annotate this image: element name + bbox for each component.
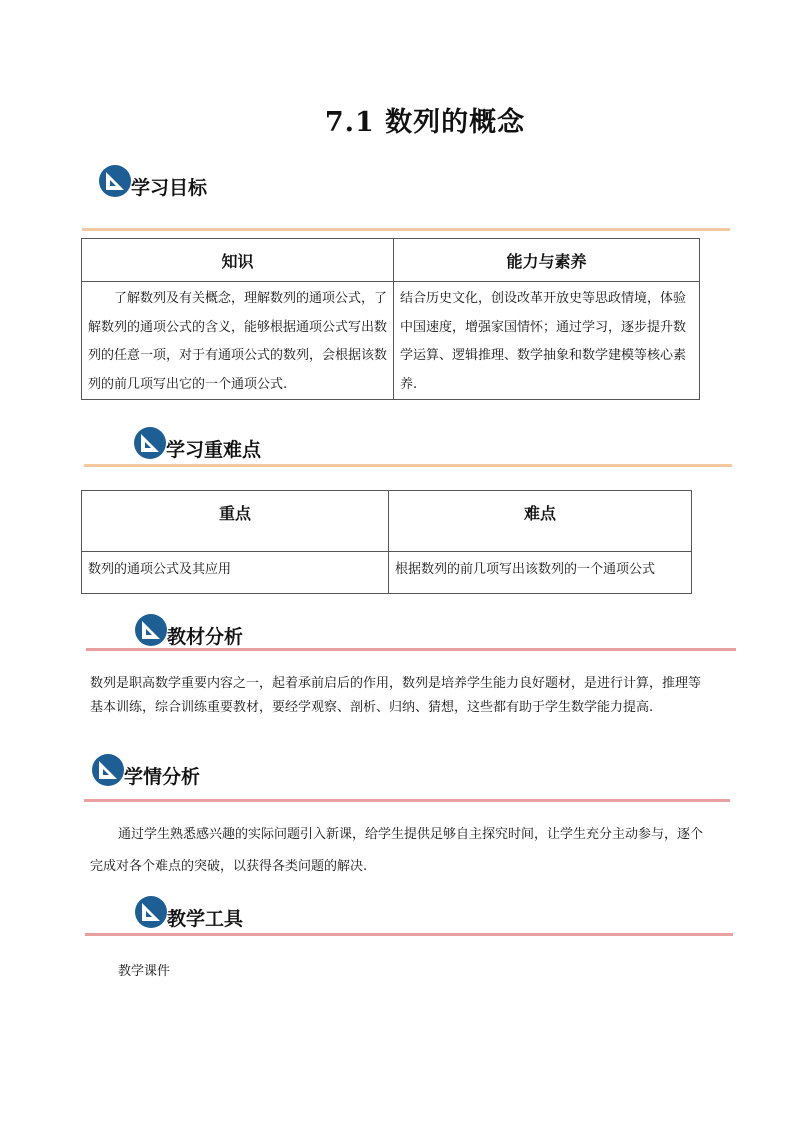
table-header: 知识 [82, 239, 394, 282]
section-rule [86, 648, 736, 651]
section-rule [82, 228, 730, 231]
difficulty-cell: 根据数列的前几项写出该数列的一个通项公式 [389, 552, 692, 594]
ruler-triangle-icon [133, 612, 169, 648]
goals-ability-cell: 结合历史文化，创设改革开放史等思政情境，体验中国速度，增强家国情怀；通过学习，逐步提升数学运算、逻辑推理、数学抽象和数学建模等核心素养. [394, 282, 700, 400]
ruler-triangle-icon [90, 752, 126, 788]
section-rule [85, 933, 733, 936]
goals-table [81, 238, 700, 400]
textbook-analysis-text: 数列是职高数学重要内容之一，起着承前启后的作用，数列是培养学生能力良好题材，是进行计算，推理等基本训练，综合训练重要教材，要经学观察、剖析、归纳、猜想，这些都有助于学生数学能力提高. [90, 676, 702, 715]
section-label: 教材分析 [167, 626, 244, 648]
ruler-triangle-icon [133, 894, 169, 930]
page-title: 7.1 数列的概念 [324, 107, 526, 138]
section-label: 学习目标 [131, 177, 208, 199]
focus-cell: 数列的通项公式及其应用 [82, 552, 389, 594]
section-label: 学情分析 [124, 766, 201, 788]
ruler-triangle-icon [97, 163, 133, 199]
section-rule [84, 464, 732, 467]
student-analysis-text: 通过学生熟悉感兴趣的实际问题引入新课，给学生提供足够自主探究时间，让学生充分主动参与，逐个完成对各个难点的突破，以获得各类问题的解决. [90, 827, 704, 874]
key-points-table [81, 490, 692, 594]
table-header: 难点 [389, 491, 692, 552]
section-rule [84, 799, 730, 802]
ruler-triangle-icon [132, 425, 168, 461]
section-label: 学习重难点 [166, 439, 262, 461]
table-header: 重点 [82, 491, 389, 552]
teaching-tools-text: 教学课件 [118, 964, 171, 979]
goals-knowledge-cell: 了解数列及有关概念，理解数列的通项公式，了解数列的通项公式的含义，能够根据通项公式写出数列的任意一项，对于有通项公式的数列，会根据该数列的前几项写出它的一个通项公式. [82, 282, 394, 400]
table-header: 能力与素养 [394, 239, 700, 282]
section-label: 教学工具 [167, 908, 244, 930]
